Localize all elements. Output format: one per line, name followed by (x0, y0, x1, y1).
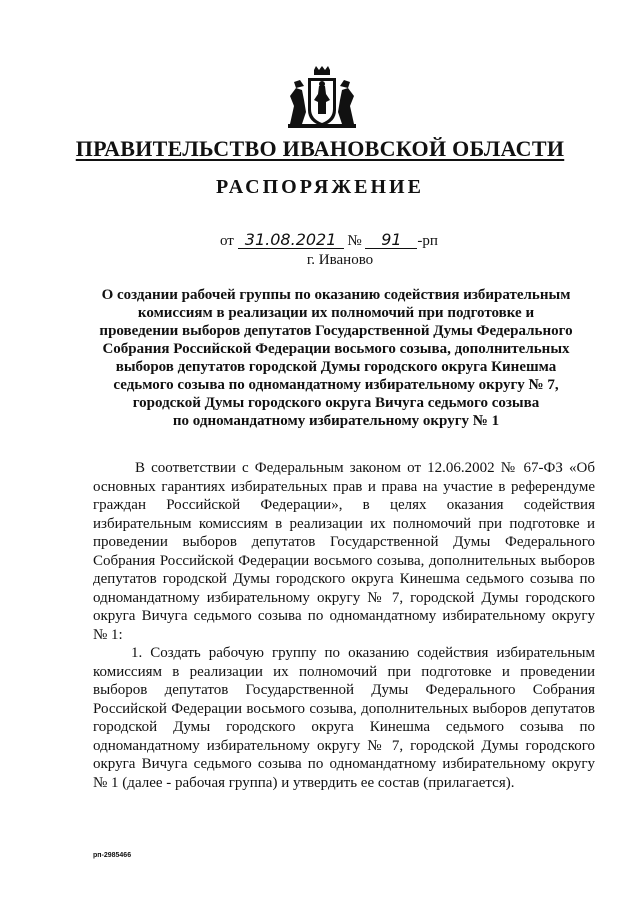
title-line: проведении выборов депутатов Государственной Думы Федерального (99, 323, 573, 339)
title-line: Собрания Российской Федерации восьмого созыва, дополнительных (102, 341, 570, 357)
document-title (86, 286, 586, 430)
title-line: выборов депутатов городской Думы городского округа Кинешма (115, 359, 557, 375)
document-body (93, 459, 595, 792)
number-suffix: -рп (417, 233, 438, 249)
coat-of-arms-icon (286, 66, 358, 130)
document-date: 31.08.2021 (238, 232, 344, 249)
title-line: по одномандатному избирательному округу № 1 (172, 413, 500, 429)
number-sign: № (347, 233, 362, 249)
title-line: городской Думы городского округа Вичуга седьмого созыва (132, 395, 540, 411)
title-line: О создании рабочей группы по оказанию содействия избирательным (101, 287, 571, 303)
organization-heading: ПРАВИТЕЛЬСТВО ИВАНОВСКОЙ ОБЛАСТИ (75, 136, 565, 161)
clause-1-paragraph: 1. Создать рабочую группу по оказанию содействия избирательным комиссиям в реализации их полномочий при подготовке и проведении выборов депутатов Государственной Думы Федерального Собрания Российской Федерации восьмого созыва, дополнительных выборов депутатов городской Думы городского округа Кинешма седьмого созыва по одномандатному избирательному округу № 7, городской Думы городского округа Вичуга седьмого созыва по одномандатному избирательному округу № 1 (далее - рабочая группа) и утвердить ее состав (прилагается). (93, 645, 595, 791)
title-line: седьмого созыва по одномандатному избирательному округу № 7, (113, 377, 559, 393)
title-line: комиссиям в реализации их полномочий при подготовке и (137, 305, 535, 321)
city-line: г. Иваново (306, 252, 374, 268)
document-number: 91 (365, 232, 417, 249)
date-prefix: от (220, 233, 234, 249)
document-code: рп-2985466 (93, 852, 132, 859)
date-number-line (220, 232, 438, 250)
preamble-paragraph: В соответствии с Федеральным законом от 12.06.2002 № 67-ФЗ «Об основных гарантиях избирательных прав и права на участие в референдуме граждан Российской Федерации», в целях оказания содействия избирательным комиссиям в реализации их полномочий при подготовке и проведении выборов депутатов Государственной Думы Федерального Собрания Российской Федерации восьмого созыва, дополнительных выборов депутатов городской Думы городского округа Кинешма седьмого созыва по одномандатному избирательному округу № 7, городской Думы городского округа Вичуга седьмого созыва по одномандатному избирательному округу № 1: (93, 460, 595, 643)
document-type-heading: РАСПОРЯЖЕНИЕ (216, 176, 424, 198)
